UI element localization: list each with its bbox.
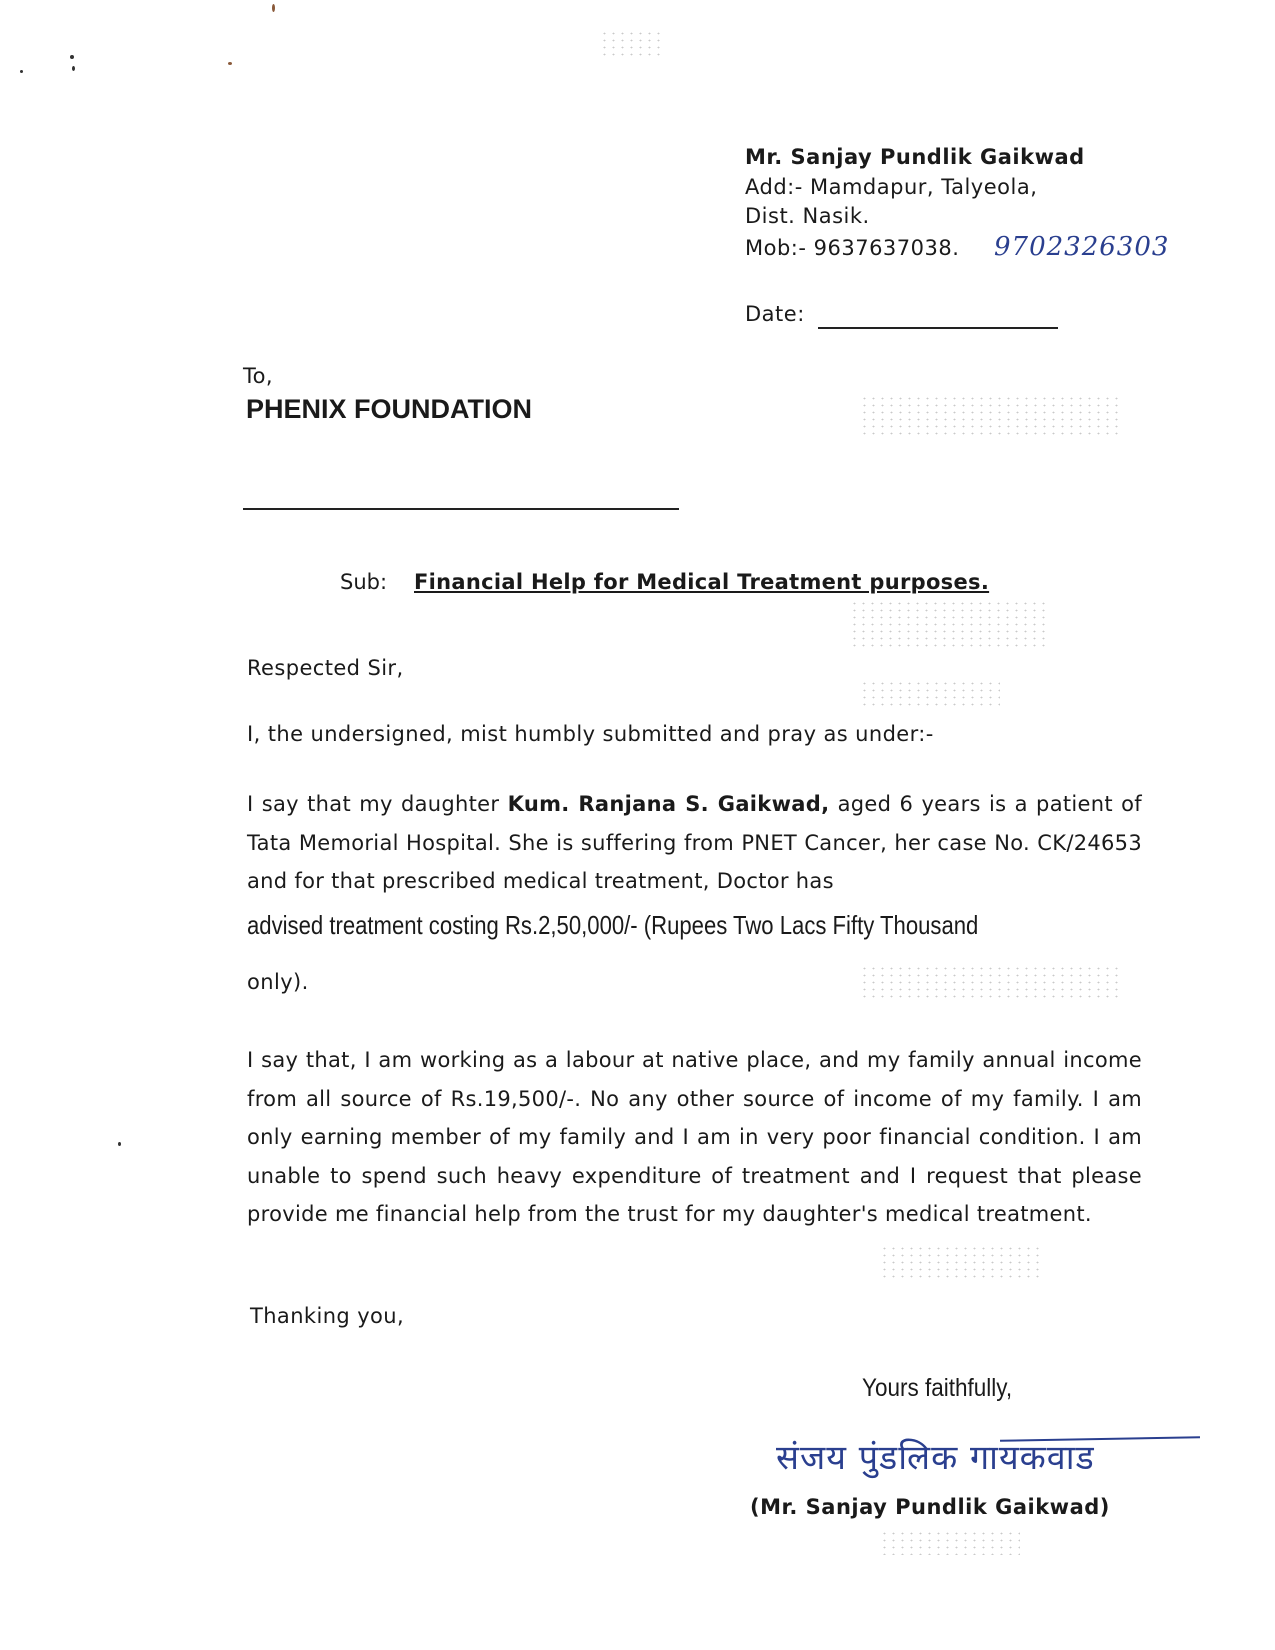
scan-speck [118,1142,121,1146]
sender-name: Mr. Sanjay Pundlik Gaikwad [745,145,1085,169]
scan-noise [600,30,660,60]
handwritten-mobile: 9702326303 [994,232,1170,262]
sender-mobile: Mob:- 9637637038. [745,236,960,260]
subject-label: Sub: [340,570,388,594]
scan-noise [860,395,1120,435]
sender-address-line1: Add:- Mamdapur, Talyeola, [745,175,1038,199]
paragraph-1-suffix: only). [247,970,309,994]
scan-speck [70,55,74,59]
closing: Yours faithfully, [862,1374,1013,1402]
paragraph-1 [247,785,1142,901]
signature: संजय पुंडलिक गायकवाड [776,1438,1095,1478]
paragraph-1-mid: aged 6 years is a patient of Tata Memorial Hospital. She is suffering from PNET Cancer, her case No. CK/24653 and for that prescribed medical treatment, Doctor has [247,792,1142,893]
scan-speck [72,66,75,71]
signatory-name: (Mr. Sanjay Pundlik Gaikwad) [750,1495,1110,1519]
to-label: To, [243,364,273,388]
scan-speck [20,70,23,73]
subject-text: Financial Help for Medical Treatment purposes. [414,570,990,594]
date-blank-line [818,327,1058,329]
paragraph-2: I say that, I am working as a labour at native place, and my family annual income from all source of Rs.19,500/-. No any other source of income of my family. I am only earning member of my family and I am in very poor financial condition. I am unable to spend such heavy expenditure of treatment and I request that please provide me financial help from the trust for my daughter's medical treatment. [247,1048,1142,1226]
scan-noise [850,600,1050,650]
sender-address-line2: Dist. Nasik. [745,204,870,228]
recipient-name: PHENIX FOUNDATION [246,394,533,424]
paragraph-1-prefix: I say that my daughter [247,792,508,816]
scan-noise [880,1245,1040,1280]
scan-noise [880,1530,1020,1555]
recipient-underline [243,508,679,510]
intro-line: I, the undersigned, mist humbly submitted and pray as under:- [247,722,934,746]
salutation: Respected Sir, [247,656,404,680]
scan-speck [228,62,232,65]
daughter-name: Kum. Ranjana S. Gaikwad, [507,792,830,816]
thanks-line: Thanking you, [250,1304,405,1328]
scan-noise [860,965,1120,1000]
scan-speck [272,4,275,12]
treatment-cost-line: advised treatment costing Rs.2,50,000/- (Rupees Two Lacs Fifty Thousand [247,910,979,940]
scan-noise [860,680,1000,710]
date-label: Date: [745,302,805,326]
